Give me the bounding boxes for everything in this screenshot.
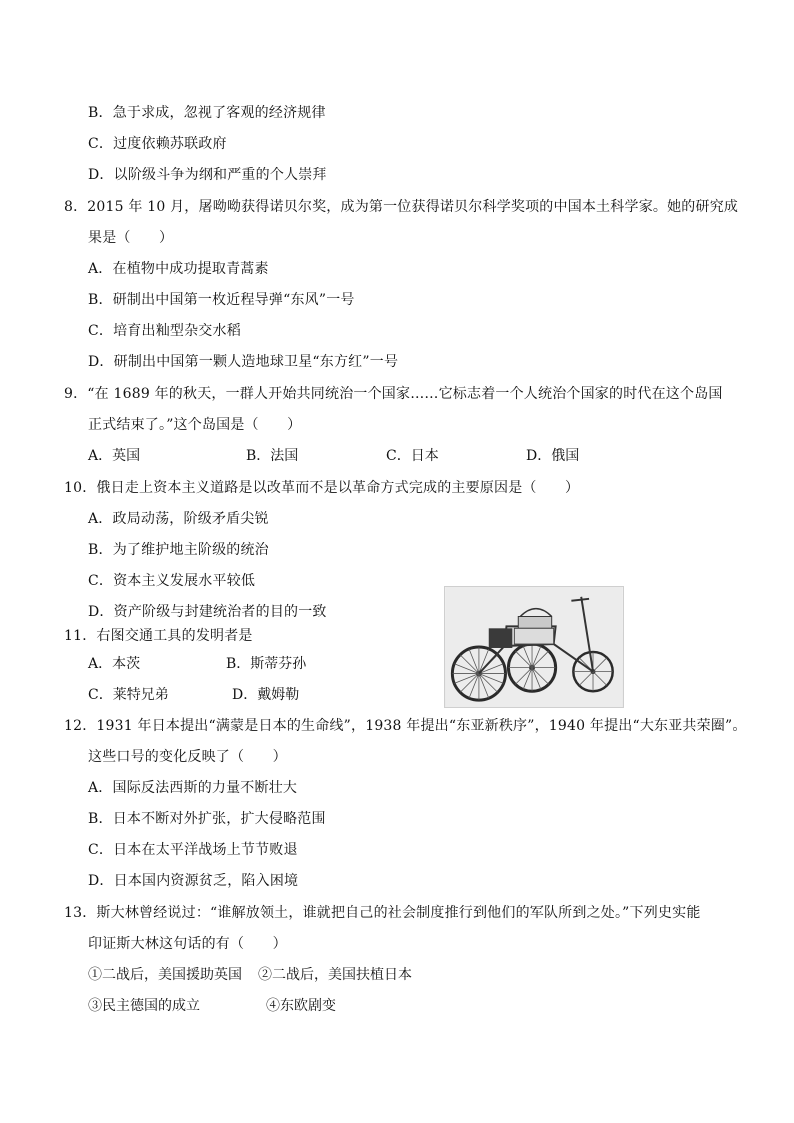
q10-option-b: B．为了维护地主阶级的统治	[88, 542, 269, 558]
q10-stem: 10．俄日走上资本主义道路是以改革而不是以革命方式完成的主要原因是（ ）	[64, 480, 580, 496]
q9-option-b: B．法国	[246, 448, 299, 464]
q11-option-d: D．戴姆勒	[232, 687, 300, 703]
q10-option-c: C．资本主义发展水平较低	[88, 573, 256, 589]
q13-item-2: ②二战后，美国扶植日本	[258, 967, 412, 983]
q9-option-a: A．英国	[88, 448, 141, 464]
q11-stem: 11．右图交通工具的发明者是	[64, 628, 253, 644]
front-wheel	[573, 652, 612, 691]
q12-option-d: D．日本国内资源贫乏，陷入困境	[88, 873, 299, 889]
rear-wheel-second	[508, 644, 555, 691]
q7-option-d: D．以阶级斗争为纲和严重的个人崇拜	[88, 167, 327, 183]
q13-stem-line2: 印证斯大林这句话的有（ ）	[88, 936, 287, 952]
q7-option-b: B．急于求成，忽视了客观的经济规律	[88, 105, 326, 121]
q8-option-c: C．培育出籼型杂交水稻	[88, 323, 241, 339]
q9-stem-line2: 正式结束了。”这个岛国是（ ）	[88, 417, 302, 433]
q8-stem-line1: 8．2015 年 10 月，屠呦呦获得诺贝尔奖，成为第一位获得诺贝尔科学奖项的中国本土科学家。她的研究成	[64, 199, 739, 215]
q12-stem-line1: 12．1931 年日本提出“满蒙是日本的生命线”，1938 年提出“东亚新秩序”，1940 年提出“大东亚共荣圈”。	[64, 718, 747, 734]
q8-option-a: A．在植物中成功提取青蒿素	[88, 261, 269, 277]
q10-option-d: D．资产阶级与封建统治者的目的一致	[88, 604, 327, 620]
q9-option-d: D．俄国	[526, 448, 580, 464]
three-wheeled-car-image	[445, 587, 623, 707]
q12-option-c: C．日本在太平洋战场上节节败退	[88, 842, 298, 858]
q13-item-1: ①二战后，美国援助英国	[88, 967, 242, 983]
q7-option-c: C．过度依赖苏联政府	[88, 136, 227, 152]
q9-option-c: C．日本	[386, 448, 439, 464]
q13-item-3: ③民主德国的成立	[88, 998, 200, 1014]
q13-item-4: ④东欧剧变	[266, 998, 336, 1014]
q11-option-a: A．本茨	[88, 656, 141, 672]
q12-option-b: B．日本不断对外扩张，扩大侵略范围	[88, 811, 326, 827]
q12-option-a: A．国际反法西斯的力量不断壮大	[88, 780, 298, 796]
q9-stem-line1: 9．“在 1689 年的秋天，一群人开始共同统治一个国家……它标志着一个人统治个国家的时代在这个岛国	[64, 386, 723, 402]
q8-stem-line2: 果是（ ）	[88, 230, 174, 246]
q10-option-a: A．政局动荡，阶级矛盾尖锐	[88, 511, 269, 527]
q11-option-c: C．莱特兄弟	[88, 687, 169, 703]
benz-motorwagen-photo	[444, 586, 624, 708]
q13-stem-line1: 13．斯大林曾经说过：“谁解放领土，谁就把自己的社会制度推行到他们的军队所到之处。”下列史实能	[64, 905, 701, 921]
q8-option-b: B．研制出中国第一枚近程导弹“东风”一号	[88, 292, 355, 308]
q12-stem-line2: 这些口号的变化反映了（ ）	[88, 749, 287, 765]
q8-option-d: D．研制出中国第一颗人造地球卫星“东方红”一号	[88, 354, 399, 370]
q11-option-b: B．斯蒂芬孙	[226, 656, 307, 672]
